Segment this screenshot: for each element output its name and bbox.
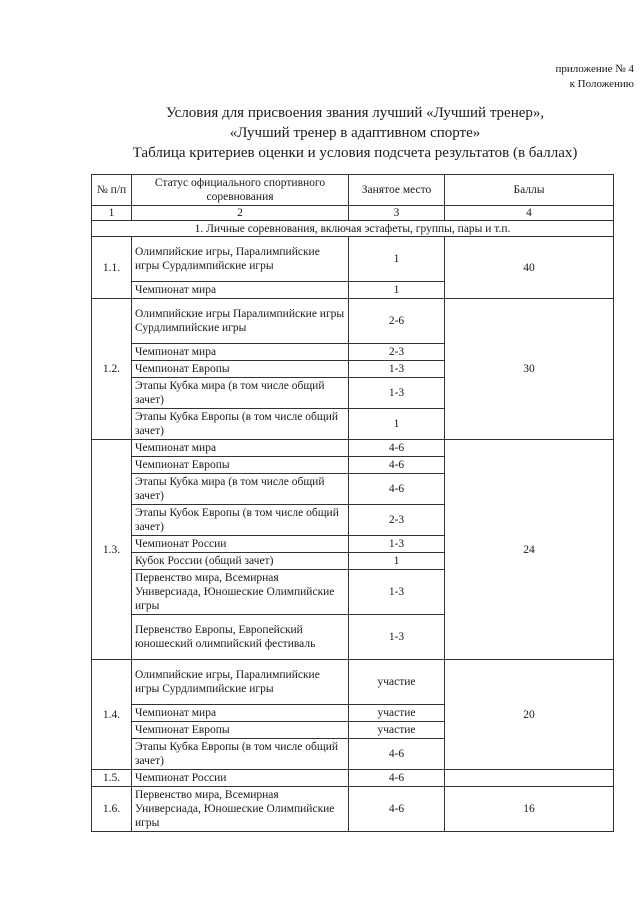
col-number-2: 2 — [132, 206, 349, 221]
competition-status: Олимпийские игры, Паралимпийские игры Сурдлимпийские игры — [132, 660, 349, 705]
attachment-note — [556, 62, 634, 92]
title-line-2: «Лучший тренер в адаптивном спорте» — [229, 125, 481, 141]
document-title — [110, 103, 600, 163]
row-number: 1.4. — [92, 660, 132, 770]
row-number: 1.2. — [92, 299, 132, 440]
competition-status: Чемпионат Европы — [132, 361, 349, 378]
competition-status: Этапы Кубок Европы (в том числе общий зачет) — [132, 505, 349, 536]
competition-status: Чемпионат России — [132, 536, 349, 553]
place-taken: 4-6 — [349, 787, 445, 832]
criteria-table-body — [92, 175, 614, 832]
competition-status: Этапы Кубка Европы (в том числе общий зачет) — [132, 409, 349, 440]
table-header-row — [92, 175, 614, 206]
table-row — [92, 770, 614, 787]
points-value: 24 — [445, 440, 614, 660]
competition-status: Первенство мира, Всемирная Универсиада, Юношеские Олимпийские игры — [132, 570, 349, 615]
header-place: Занятое место — [349, 175, 445, 206]
competition-status: Первенство Европы, Европейский юношеский олимпийский фестиваль — [132, 615, 349, 660]
table-row — [92, 660, 614, 705]
place-taken: 1 — [349, 553, 445, 570]
competition-status: Чемпионат мира — [132, 705, 349, 722]
column-number-row — [92, 206, 614, 221]
attachment-line-1: приложение № 4 — [555, 63, 634, 75]
place-taken: 4-6 — [349, 440, 445, 457]
place-taken: 4-6 — [349, 474, 445, 505]
points-value: 40 — [445, 237, 614, 299]
place-taken: участие — [349, 705, 445, 722]
competition-status: Этапы Кубка мира (в том числе общий зачет) — [132, 378, 349, 409]
competition-status: Чемпионат Европы — [132, 457, 349, 474]
title-line-3: Таблица критериев оценки и условия подсчета результатов (в баллах) — [132, 145, 578, 161]
place-taken: 2-3 — [349, 505, 445, 536]
attachment-line-2: к Положению — [569, 78, 634, 90]
header-points: Баллы — [445, 175, 614, 206]
header-num: № п/п — [92, 175, 132, 206]
place-taken: 1-3 — [349, 570, 445, 615]
competition-status: Чемпионат Европы — [132, 722, 349, 739]
col-number-1: 1 — [92, 206, 132, 221]
section-title: 1. Личные соревнования, включая эстафеты, группы, пары и т.п. — [92, 221, 614, 237]
row-number: 1.6. — [92, 787, 132, 832]
table-row — [92, 299, 614, 344]
competition-status: Олимпийские игры, Паралимпийские игры Сурдлимпийские игры — [132, 237, 349, 282]
competition-status: Чемпионат России — [132, 770, 349, 787]
place-taken: 1-3 — [349, 536, 445, 553]
points-value: 16 — [445, 787, 614, 832]
place-taken: 2-3 — [349, 344, 445, 361]
table-row — [92, 440, 614, 457]
competition-status: Первенство мира, Всемирная Универсиада, Юношеские Олимпийские игры — [132, 787, 349, 832]
points-value: 30 — [445, 299, 614, 440]
title-line-1: Условия для присвоения звания лучший «Лучший тренер», — [165, 105, 545, 121]
place-taken: 1 — [349, 282, 445, 299]
competition-status: Чемпионат мира — [132, 282, 349, 299]
place-taken: участие — [349, 660, 445, 705]
place-taken: 1-3 — [349, 361, 445, 378]
place-taken: участие — [349, 722, 445, 739]
place-taken: 4-6 — [349, 739, 445, 770]
place-taken: 1 — [349, 409, 445, 440]
header-status: Статус официального спортивного соревнования — [132, 175, 349, 206]
section-row — [92, 221, 614, 237]
points-value: 20 — [445, 660, 614, 770]
competition-status: Кубок России (общий зачет) — [132, 553, 349, 570]
place-taken: 4-6 — [349, 770, 445, 787]
criteria-table — [91, 174, 614, 832]
table-row — [92, 237, 614, 282]
place-taken: 4-6 — [349, 457, 445, 474]
competition-status: Этапы Кубка Европы (в том числе общий зачет) — [132, 739, 349, 770]
row-number: 1.3. — [92, 440, 132, 660]
row-number: 1.1. — [92, 237, 132, 299]
col-number-4: 4 — [445, 206, 614, 221]
competition-status: Чемпионат мира — [132, 344, 349, 361]
competition-status: Этапы Кубка мира (в том числе общий зачет) — [132, 474, 349, 505]
place-taken: 2-6 — [349, 299, 445, 344]
place-taken: 1 — [349, 237, 445, 282]
place-taken: 1-3 — [349, 615, 445, 660]
table-row — [92, 787, 614, 832]
points-value — [445, 770, 614, 787]
place-taken: 1-3 — [349, 378, 445, 409]
col-number-3: 3 — [349, 206, 445, 221]
row-number: 1.5. — [92, 770, 132, 787]
competition-status: Чемпионат мира — [132, 440, 349, 457]
competition-status: Олимпийские игры Паралимпийские игры Сурдлимпийские игры — [132, 299, 349, 344]
